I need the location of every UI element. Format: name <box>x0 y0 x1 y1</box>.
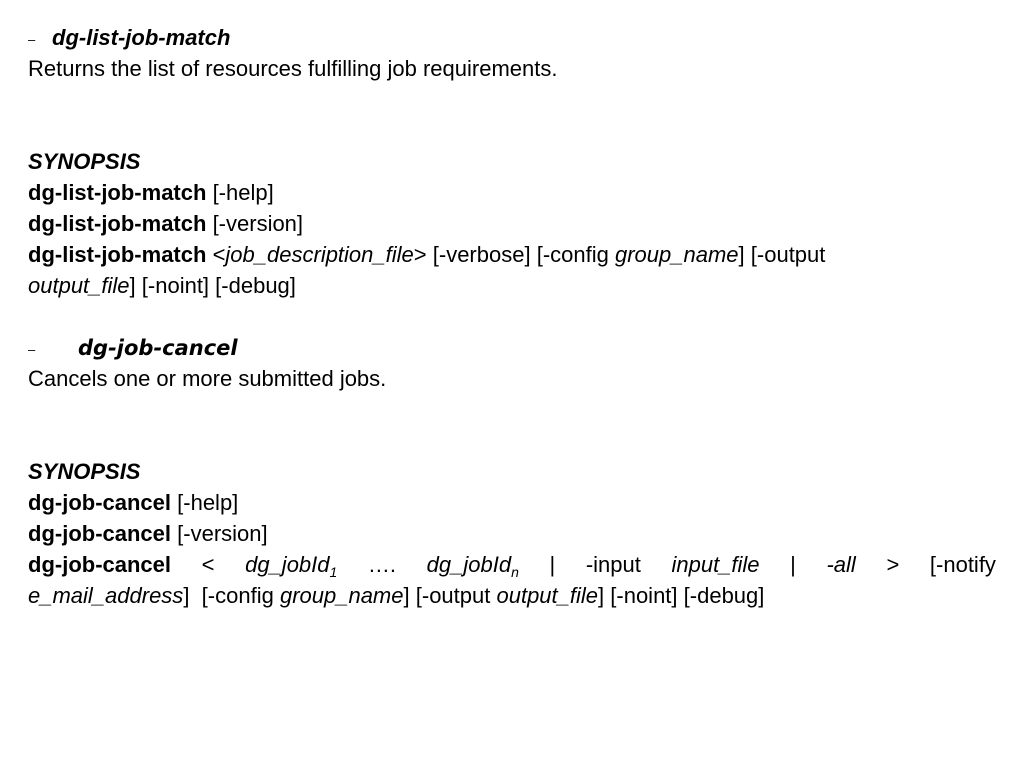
input-option: -input <box>585 552 641 577</box>
bracket-close: ] <box>738 242 745 267</box>
all-option: -all <box>826 552 856 577</box>
command-name: dg-job-cancel <box>28 490 172 515</box>
output-file-param: output_file <box>496 583 599 608</box>
arg-close: > <box>413 242 427 267</box>
command-name: dg-job-cancel <box>28 552 172 577</box>
output-file-param: output_file <box>28 273 130 298</box>
command-description: Returns the list of resources fulfilling job requirements. <box>28 56 558 81</box>
bracket-close: ] <box>403 583 410 608</box>
email-address-param: e_mail_address <box>28 583 184 608</box>
group-name-param: group_name <box>614 242 739 267</box>
subscript-n: n <box>511 564 519 580</box>
synopsis-line-version <box>28 518 996 549</box>
config-option: [-config <box>201 583 274 608</box>
command-name: dg-job-cancel <box>28 521 172 546</box>
bullet-dash: – <box>28 31 36 47</box>
version-option: [-version] <box>177 521 268 546</box>
synopsis-label: SYNOPSIS <box>28 459 141 484</box>
section2-heading <box>28 332 996 363</box>
noint-option: [-noint] <box>141 273 210 298</box>
group-name-param: group_name <box>279 583 404 608</box>
bracket-close: ] <box>183 583 190 608</box>
version-option: [-version] <box>212 211 304 236</box>
jobid-first <box>245 549 337 580</box>
synopsis-line-usage-cont <box>28 270 996 301</box>
section1-heading <box>28 22 996 53</box>
output-option: [-output <box>750 242 826 267</box>
synopsis-line-help <box>28 487 996 518</box>
jobid-param: dg_jobId <box>426 552 512 577</box>
verbose-option: [-verbose] <box>432 242 531 267</box>
synopsis-label: SYNOPSIS <box>28 149 141 174</box>
output-option: [-output <box>415 583 491 608</box>
subscript-1: 1 <box>329 564 338 580</box>
synopsis-line-help <box>28 177 996 208</box>
synopsis-line-version <box>28 208 996 239</box>
help-option: [-help] <box>212 180 274 205</box>
arg-open: < <box>212 242 226 267</box>
notify-option: [-notify <box>929 552 996 577</box>
gt-symbol: > <box>886 552 900 577</box>
help-option: [-help] <box>177 490 239 515</box>
pipe-symbol: | <box>549 552 556 577</box>
debug-option: [-debug] <box>683 583 765 608</box>
synopsis-line-usage-cont <box>28 580 996 611</box>
document-page <box>28 22 996 611</box>
ellipsis: …. <box>367 552 397 577</box>
jobid-param: dg_jobId <box>245 552 330 577</box>
jobid-last <box>427 549 519 580</box>
config-option: [-config <box>536 242 609 267</box>
debug-option: [-debug] <box>215 273 296 298</box>
noint-option: [-noint] <box>610 583 678 608</box>
pipe-symbol: | <box>790 552 796 577</box>
command-name: dg-list-job-match <box>28 180 207 205</box>
synopsis-line-usage <box>28 549 996 580</box>
bracket-close: ] <box>598 583 605 608</box>
command-description: Cancels one or more submitted jobs. <box>28 366 387 391</box>
command-title: dg-job-cancel <box>78 336 238 360</box>
command-title: dg-list-job-match <box>52 25 231 50</box>
command-name: dg-list-job-match <box>28 242 207 267</box>
bullet-dash: – <box>28 341 36 357</box>
input-file-param: input_file <box>671 552 760 577</box>
bracket-close: ] <box>129 273 136 298</box>
command-name: dg-list-job-match <box>28 211 207 236</box>
synopsis-line-usage <box>28 239 996 270</box>
job-description-file-param: job_description_file <box>225 242 414 267</box>
lt-symbol: < <box>201 552 215 577</box>
